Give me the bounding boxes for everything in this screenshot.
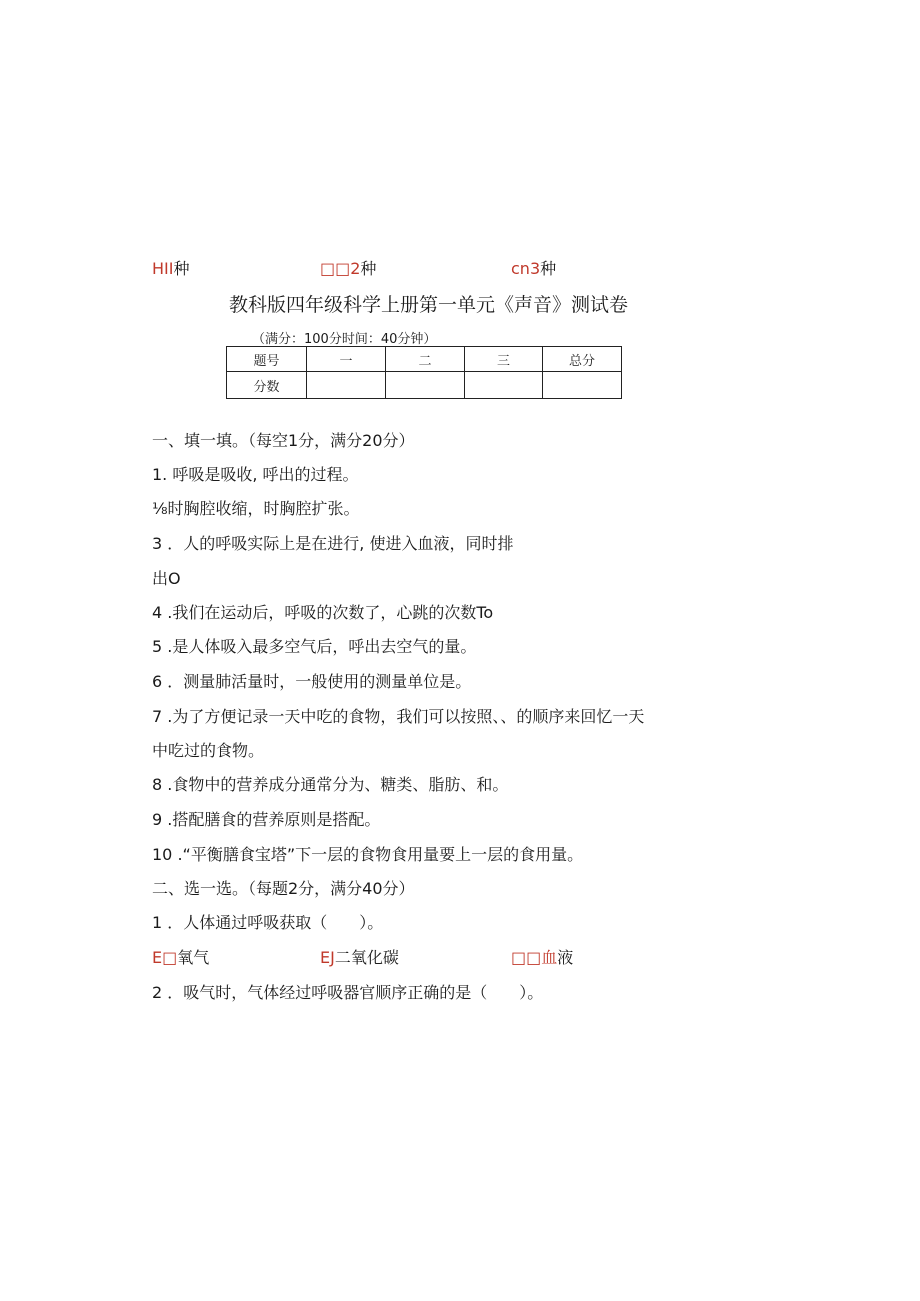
question-line: 10 .“平衡膳食宝塔”下一层的食物食用量要上一层的食用量。 <box>152 845 584 864</box>
question-line: 9 .搭配膳食的营养原则是搭配。 <box>152 810 381 829</box>
question-line: 出O <box>152 569 181 588</box>
section2-heading: 二、选一选。（每题2分，满分40分） <box>152 879 415 898</box>
page-subtitle: （满分：100分时间：40分钟） <box>252 332 437 347</box>
page-title: 教科版四年级科学上册第一单元《声音》测试卷 <box>229 294 629 316</box>
option-mark: E□ <box>152 948 178 967</box>
question-line: ⅛时胸腔收缩，时胸腔扩张。 <box>152 499 360 518</box>
table-cell: 二 <box>386 347 465 372</box>
option-mark: cn3 <box>511 259 541 278</box>
question-line: 8 .食物中的营养成分通常分为、糖类、脂肪、和。 <box>152 775 509 794</box>
table-cell: 总分 <box>543 347 622 372</box>
table-cell <box>386 372 465 399</box>
choice-option-b <box>320 945 399 968</box>
option-text: 二氧化碳 <box>334 948 399 967</box>
question-line: 2 ．吸气时，气体经过呼吸器官顺序正确的是（ ）。 <box>152 983 544 1002</box>
section1-heading: 一、填一填。（每空1分，满分20分） <box>152 431 415 450</box>
table-cell: 分数 <box>227 372 307 399</box>
top-option-2 <box>320 256 376 279</box>
question-line: 7 .为了方便记录一天中吃的食物，我们可以按照、、的顺序来回忆一天 <box>152 707 645 726</box>
top-option-3 <box>511 256 556 279</box>
option-text: 液 <box>557 948 574 967</box>
option-mark: □□2 <box>320 259 361 278</box>
question-line: 6 ．测量肺活量时，一般使用的测量单位是。 <box>152 672 472 691</box>
option-text: 种 <box>173 259 190 278</box>
table-cell: 三 <box>465 347 543 372</box>
option-mark: □□血 <box>511 948 558 967</box>
score-table <box>226 346 622 399</box>
question-line: 1. 呼吸是吸收, 呼出的过程。 <box>152 465 359 484</box>
option-mark: EJ <box>320 948 335 967</box>
question-line: 1 ．人体通过呼吸获取（ ）。 <box>152 913 384 932</box>
question-line: 4 .我们在运动后，呼吸的次数了，心跳的次数To <box>152 603 494 622</box>
score-table-score-row <box>227 372 622 399</box>
question-line: 中吃过的食物。 <box>152 741 265 760</box>
option-text: 种 <box>540 259 557 278</box>
table-cell <box>465 372 543 399</box>
question-line: 3 ．人的呼吸实际上是在进行, 使进入血液，同时排 <box>152 534 514 553</box>
top-option-1 <box>152 256 189 279</box>
table-cell: 题号 <box>227 347 307 372</box>
table-cell: 一 <box>307 347 386 372</box>
score-table-header-row <box>227 347 622 372</box>
table-cell <box>307 372 386 399</box>
option-mark: HII <box>152 259 174 278</box>
question-line: 5 .是人体吸入最多空气后，呼出去空气的量。 <box>152 637 477 656</box>
option-text: 氧气 <box>177 948 210 967</box>
choice-option-c <box>511 945 573 968</box>
option-text: 种 <box>360 259 377 278</box>
choice-option-a <box>152 945 209 968</box>
table-cell <box>543 372 622 399</box>
